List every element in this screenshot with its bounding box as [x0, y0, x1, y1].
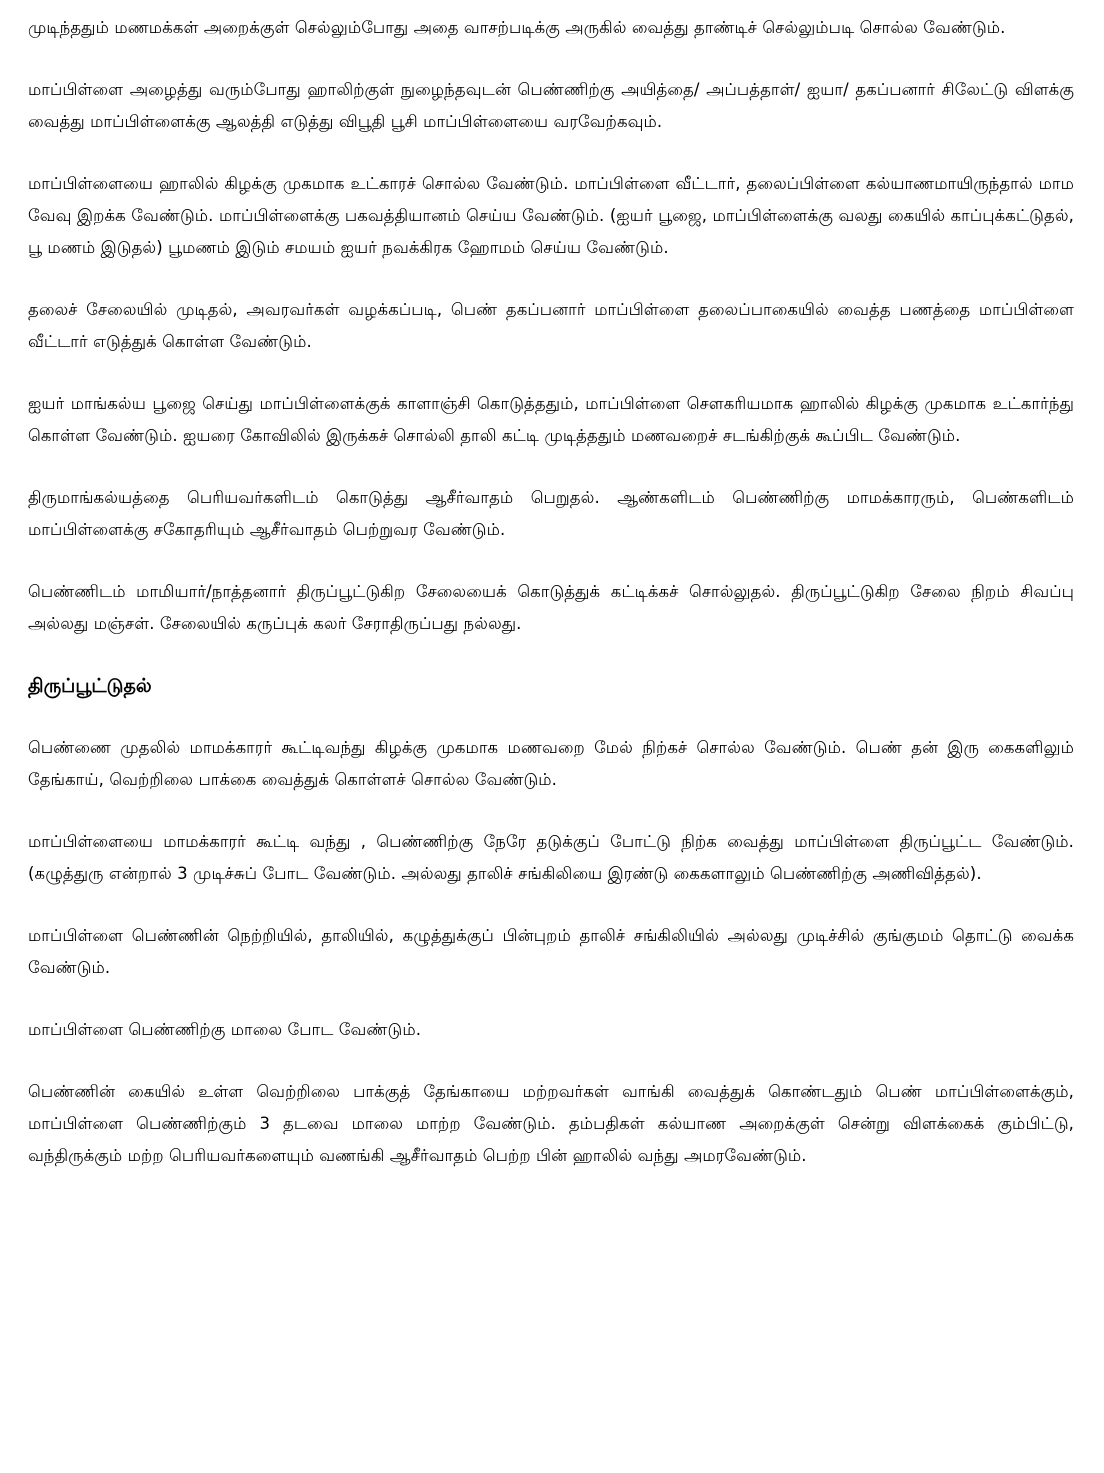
paragraph: முடிந்ததும் மணமக்கள் அறைக்குள் செல்லும்போது அதை வாசற்படிக்கு அருகில் வைத்து தாண்டிச் செல்லும்படி சொல்ல வேண்டும்.: [28, 18, 1006, 37]
paragraph: பெண்ணிடம் மாமியார்/நாத்தனார் திருப்பூட்டுகிற சேலையைக் கொடுத்துக் கட்டிக்கச் சொல்லுதல். திருப்பூட்டுகிற சேலை நிறம் சிவப்பு அல்லது மஞ்சள். சேலையில் கருப்புக் கலர் சேராதிருப்பது நல்லது.: [28, 582, 1074, 633]
paragraph: மாப்பிள்ளை பெண்ணின் நெற்றியில், தாலியில், கழுத்துக்குப் பின்புறம் தாலிச் சங்கிலியில் அல்லது முடிச்சில் குங்குமம் தொட்டு வைக்க வேண்டும்.: [28, 926, 1074, 977]
section-heading: திருப்பூட்டுதல்: [28, 675, 152, 697]
paragraph: பெண்ணை முதலில் மாமக்காரர் கூட்டிவந்து கிழக்கு முகமாக மணவறை மேல் நிற்கச் சொல்ல வேண்டும். பெண் தன் இரு கைகளிலும் தேங்காய், வெற்றிலை பாக்கை வைத்துக் கொள்ளச் சொல்ல வேண்டும்.: [28, 738, 1074, 789]
document-page: [28, 12, 1074, 1202]
paragraph: திருமாங்கல்யத்தை பெரியவர்களிடம் கொடுத்து ஆசீர்வாதம் பெறுதல். ஆண்களிடம் பெண்ணிற்கு மாமக்காரரும், பெண்களிடம் மாப்பிள்ளைக்கு சகோதரியும் ஆசீர்வாதம் பெற்றுவர வேண்டும்.: [28, 488, 1074, 539]
paragraph: தலைச் சேலையில் முடிதல், அவரவர்கள் வழக்கப்படி, பெண் தகப்பனார் மாப்பிள்ளை தலைப்பாகையில் வைத்த பணத்தை மாப்பிள்ளை வீட்டார் எடுத்துக் கொள்ள வேண்டும்.: [28, 300, 1074, 351]
paragraph: மாப்பிள்ளை பெண்ணிற்கு மாலை போட வேண்டும்.: [28, 1020, 422, 1039]
paragraph: ஐயர் மாங்கல்ய பூஜை செய்து மாப்பிள்ளைக்குக் காளாஞ்சி கொடுத்ததும், மாப்பிள்ளை சௌகரியமாக ஹாலில் கிழக்கு முகமாக உட்கார்ந்து கொள்ள வேண்டும். ஐயரை கோவிலில் இருக்கச் சொல்லி தாலி கட்டி முடித்ததும் மணவறைச் சடங்கிற்குக் கூப்பிட வேண்டும்.: [28, 394, 1074, 445]
paragraph: மாப்பிள்ளையை மாமக்காரர் கூட்டி வந்து , பெண்ணிற்கு நேரே தடுக்குப் போட்டு நிற்க வைத்து மாப்பிள்ளை திருப்பூட்ட வேண்டும். (கழுத்துரு என்றால் 3 முடிச்சுப் போட வேண்டும். அல்லது தாலிச் சங்கிலியை இரண்டு கைகளாலும் பெண்ணிற்கு அணிவித்தல்).: [28, 832, 1074, 883]
paragraph: மாப்பிள்ளை அழைத்து வரும்போது ஹாலிற்குள் நுழைந்தவுடன் பெண்ணிற்கு அயித்தை/ அப்பத்தாள்/ ஐயா/ தகப்பனார் சிலேட்டு விளக்கு வைத்து மாப்பிள்ளைக்கு ஆலத்தி எடுத்து விபூதி பூசி மாப்பிள்ளையை வரவேற்கவும்.: [28, 80, 1074, 131]
paragraph: மாப்பிள்ளையை ஹாலில் கிழக்கு முகமாக உட்காரச் சொல்ல வேண்டும். மாப்பிள்ளை வீட்டார், தலைப்பிள்ளை கல்யாணமாயிருந்தால் மாம வேவு இறக்க வேண்டும். மாப்பிள்ளைக்கு பகவத்தியானம் செய்ய வேண்டும். (ஐயர் பூஜை, மாப்பிள்ளைக்கு வலது கையில் காப்புக்கட்டுதல், பூ மணம் இடுதல்) பூமணம் இடும் சமயம் ஐயர் நவக்கிரக ஹோமம் செய்ய வேண்டும்.: [28, 174, 1074, 257]
paragraph: பெண்ணின் கையில் உள்ள வெற்றிலை பாக்குத் தேங்காயை மற்றவர்கள் வாங்கி வைத்துக் கொண்டதும் பெண் மாப்பிள்ளைக்கும், மாப்பிள்ளை பெண்ணிற்கும் 3 தடவை மாலை மாற்ற வேண்டும். தம்பதிகள் கல்யாண அறைக்குள் சென்று விளக்கைக் கும்பிட்டு, வந்திருக்கும் மற்ற பெரியவர்களையும் வணங்கி ஆசீர்வாதம் பெற்ற பின் ஹாலில் வந்து அமரவேண்டும்.: [28, 1082, 1074, 1165]
